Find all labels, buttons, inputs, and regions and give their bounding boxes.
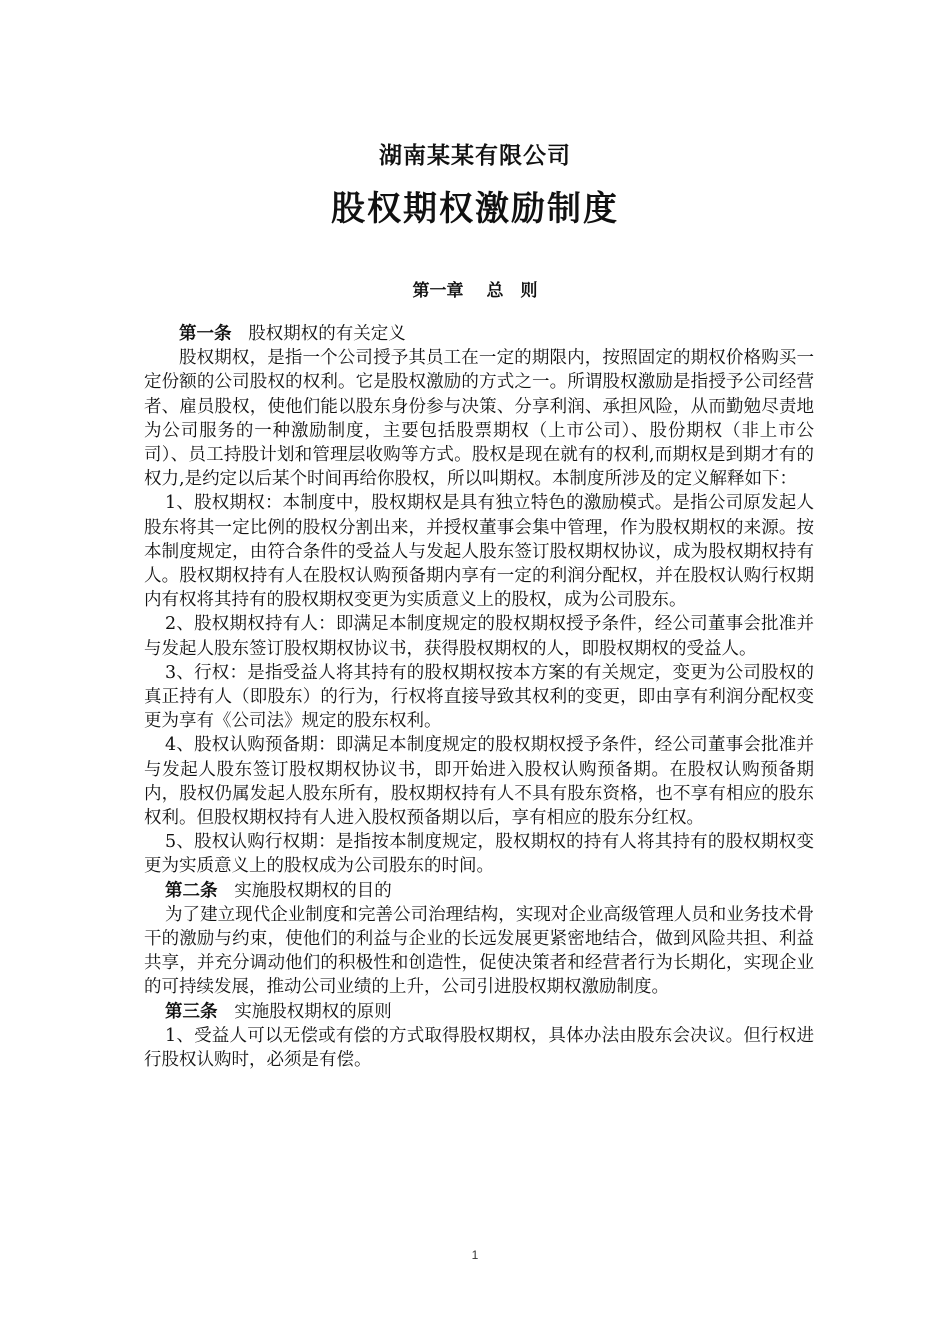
- article-3-number: 第三条: [165, 1001, 218, 1022]
- article-1-title: 股权期权的有关定义: [248, 324, 406, 344]
- article-1-intro: 股权期权，是指一个公司授予其员工在一定的期限内，按照固定的期权价格购买一定份额的公司股权的权利。它是股权激励的方式之一。所谓股权激励是指授予公司经营者、雇员股权，使他们能以股东身份参与决策、分享利润、承担风险，从而勤勉尽责地为公司服务的一种激励制度，主要包括股票期权（上市公司）、股份期权（非上市公司）、员工持股计划和管理层收购等方式。股权是现在就有的权利,而期权是到期才有的权力,是约定以后某个时间再给你股权，所以叫期权。本制度所涉及的定义解释如下：: [144, 348, 814, 490]
- article-2-title: 实施股权期权的目的: [234, 880, 392, 901]
- article-3-title: 实施股权期权的原则: [234, 1001, 392, 1022]
- document-title: 股权期权激励制度: [331, 189, 619, 229]
- article-1-item-4: 4、股权认购预备期：即满足本制度规定的股权期权授予条件，经公司董事会批准并与发起人股东签订股权期权协议书，即开始进入股权认购预备期。在股权认购预备期内，股权仍属发起人股东所有，股权期权持有人不具有股东资格，也不享有相应的股东权利。但股权期权持有人进入股权预备期以后，享有相应的股东分红权。: [144, 735, 814, 829]
- article-2-text: 为了建立现代企业制度和完善公司治理结构，实现对企业高级管理人员和业务技术骨干的激励与约束，使他们的利益与企业的长远发展更紧密地结合，做到风险共担、利益共享，并充分调动他们的积极性和创造性，促使决策者和经营者行为长期化，实现企业的可持续发展，推动公司业绩的上升，公司引进股权期权激励制度。: [144, 904, 814, 998]
- article-1-item-5: 5、股权认购行权期：是指按本制度规定，股权期权的持有人将其持有的股权期权变更为实质意义上的股权成为公司股东的时间。: [144, 832, 814, 877]
- page-number: 1: [471, 1248, 479, 1262]
- article-1-item-3: 3、行权：是指受益人将其持有的股权期权按本方案的有关规定，变更为公司股权的真正持有人（即股东）的行为，行权将直接导致其权利的变更，即由享有利润分配权变更为享有《公司法》规定的股东权利。: [144, 662, 814, 732]
- article-1-heading: [144, 322, 814, 346]
- article-3-heading: [144, 1000, 814, 1024]
- document-body: [144, 322, 814, 1072]
- chapter-heading: [0, 276, 950, 301]
- article-1-item-1: 1、股权期权：本制度中，股权期权是具有独立特色的激励模式。是指公司原发起人股东将其一定比例的股权分割出来，并授权董事会集中管理，作为股权期权的来源。按本制度规定，由符合条件的受益人与发起人股东签订股权期权协议，成为股权期权持有人。股权期权持有人在股权认购预备期内享有一定的利润分配权，并在股权认购行权期内有权将其持有的股权期权变更为实质意义上的股权，成为公司股东。: [144, 493, 814, 611]
- article-2-number: 第二条: [165, 880, 218, 901]
- article-1-number: 第一条: [179, 324, 232, 344]
- article-3-item-1: 1、受益人可以无偿或有偿的方式取得股权期权，具体办法由股东会决议。但行权进行股权认购时，必须是有偿。: [144, 1025, 814, 1071]
- article-1-item-2: 2、股权期权持有人：即满足本制度规定的股权期权授予条件，经公司董事会批准并与发起人股东签订股权期权协议书，获得股权期权的人，即股权期权的受益人。: [144, 614, 814, 659]
- chapter-label: 第一章 总 则: [412, 281, 538, 301]
- article-2-heading: [144, 879, 814, 903]
- company-name: 湖南某某有限公司: [379, 143, 571, 169]
